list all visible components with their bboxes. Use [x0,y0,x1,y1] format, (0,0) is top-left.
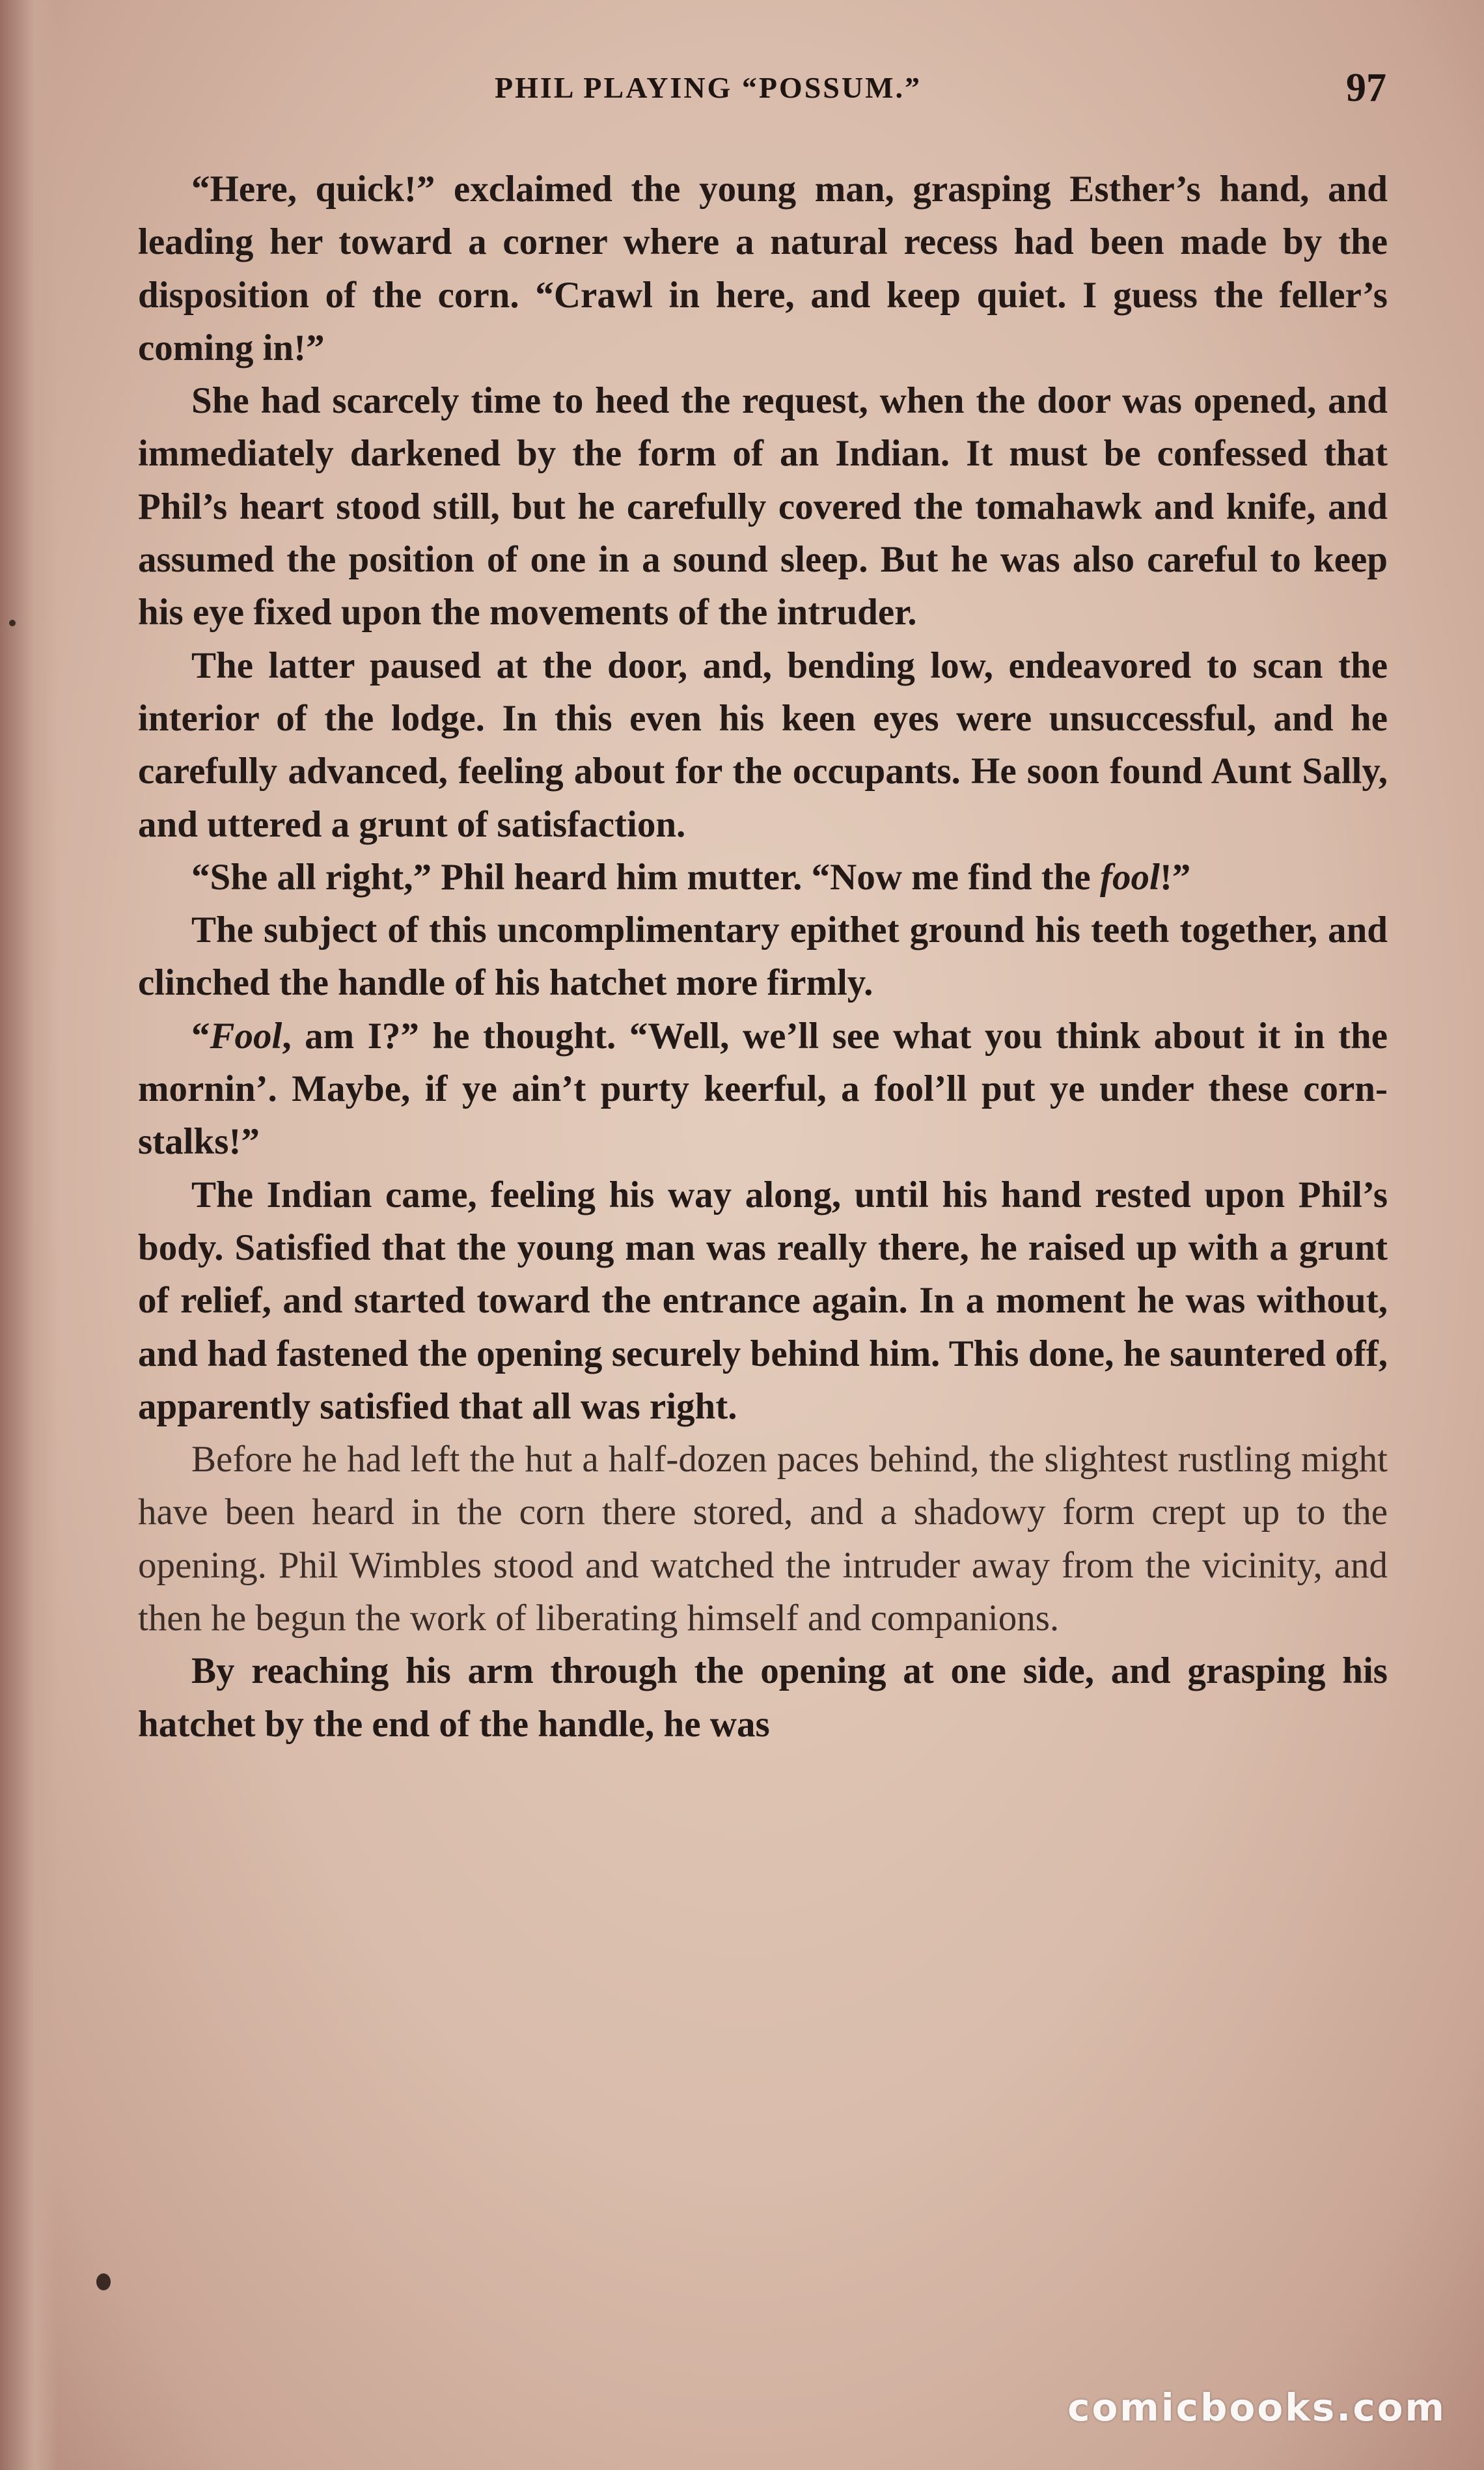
watermark: comicbooks.com [1067,2385,1446,2430]
running-head [0,66,1484,116]
paragraph: She had scarcely time to heed the request, when the door was opened, and immediately darkened by the form of an Indian. It must be confessed that Phil’s heart stood still, but he carefully covered the tomahawk and knife, and assumed the position of one in a sound sleep. But he was also careful to keep his eye fixed upon the movements of the intruder. [138,380,1388,633]
paragraph: “Fool, am I?” he thought. “Well, we’ll see what you think about it in the mornin’. Maybe, if ye ain’t purty keerful, a fool’ll put ye under these corn-stalks!” [138,1015,1388,1163]
paragraph: The Indian came, feeling his way along, until his hand rested upon Phil’s body. Satisfied that the young man was really there, he raised up with a grunt of relief, and started toward the entrance again. In a moment he was without, and had fastened the opening securely behind him. This done, he sauntered off, apparently satisfied that all was right. [138,1174,1388,1427]
emphasis: fool [1099,856,1160,898]
paragraph: Before he had left the hut a half-dozen paces behind, the slightest rustling might have been heard in the corn there stored, and a shadowy form crept up to the opening. Phil Wimbles stood and watched the intruder away from the vicinity, and then he begun the work of liberating himself and companions. [138,1439,1388,1639]
paragraph: “Here, quick!” exclaimed the young man, grasping Esther’s hand, and leading her toward a corner where a natural recess had been made by the disposition of the corn. “Crawl in here, and keep quiet. I guess the feller’s coming in!” [138,169,1388,368]
body-text [138,163,1388,2279]
emphasis: Fool [210,1015,282,1057]
paragraph: “She all right,” Phil heard him mutter. “Now me find the fool!” [191,856,1191,898]
paragraph: The subject of this uncomplimentary epithet ground his teeth together, and clinched the handle of his hatchet more firmly. [138,909,1388,1004]
running-title: PHIL PLAYING “POSSUM.” [495,71,922,104]
page-number: 97 [1346,66,1386,110]
paragraph: The latter paused at the door, and, bending low, endeavored to scan the interior of the lodge. In this even his keen eyes were unsuccessful, and he carefully advanced, feeling about for the occupants. He soon found Aunt Sally, and uttered a grunt of satisfaction. [138,645,1388,845]
ink-speck [96,2273,111,2290]
page-gutter-shadow [0,0,59,2470]
ink-speck [9,620,16,626]
paragraph: By reaching his arm through the opening at one side, and grasping his hatchet by the end of the handle, he was [138,1650,1388,1745]
